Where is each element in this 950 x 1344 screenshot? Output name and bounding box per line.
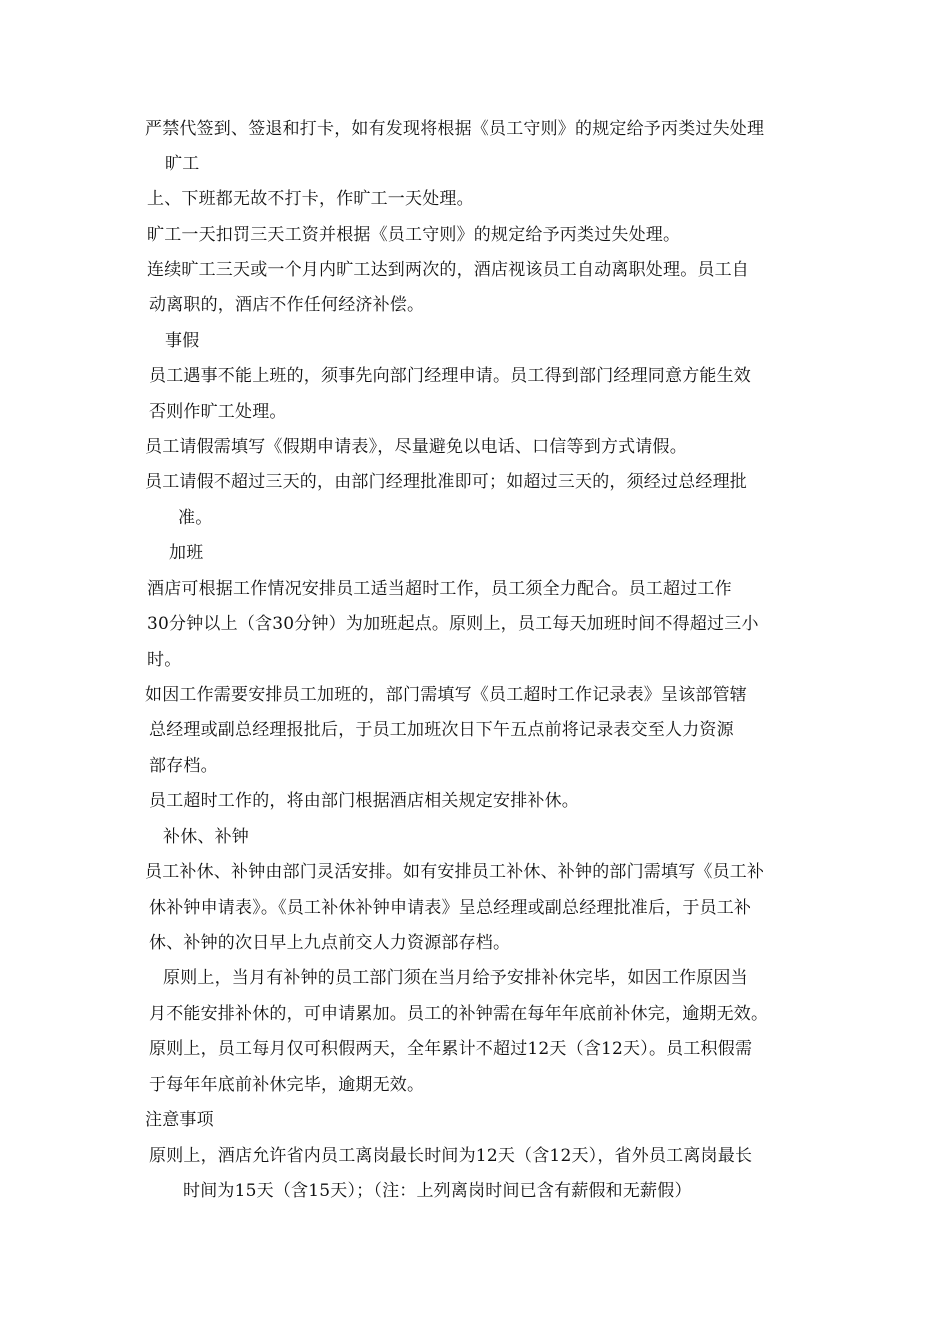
- text-line: 原则上，当月有补钟的员工部门须在当月给予安排补休完毕，如因工作原因当: [163, 968, 748, 988]
- text-line: 时间为15天（含15天）；（注：上列离岗时间已含有薪假和无薪假）: [183, 1181, 692, 1201]
- text-line-proxy-sign-rule: 严禁代签到、签退和打卡，如有发现将根据《员工守则》的规定给予丙类过失处理: [145, 119, 765, 139]
- text-line: 上、下班都无故不打卡，作旷工一天处理。: [147, 189, 474, 209]
- text-line: 员工请假需填写《假期申请表》，尽量避免以电话、口信等到方式请假。: [145, 437, 687, 457]
- text-line: 原则上，员工每月仅可积假两天，全年累计不超过12天（含12天）。员工积假需: [149, 1039, 753, 1059]
- text-line: 休、补钟的次日早上九点前交人力资源部存档。: [149, 933, 511, 953]
- text-line: 原则上，酒店允许省内员工离岗最长时间为12天（含12天），省外员工离岗最长: [149, 1146, 753, 1166]
- section-heading-notes: 注意事项: [145, 1110, 214, 1130]
- text-line: 员工遇事不能上班的，须事先向部门经理申请。员工得到部门经理同意方能生效: [149, 366, 751, 386]
- text-line: 总经理或副总经理报批后，于员工加班次日下午五点前将记录表交至人力资源: [149, 720, 734, 740]
- text-line: 部存档。: [149, 756, 218, 776]
- text-line: 员工超时工作的，将由部门根据酒店相关规定安排补休。: [149, 791, 579, 811]
- text-line: 如因工作需要安排员工加班的，部门需填写《员工超时工作记录表》呈该部管辖: [145, 685, 747, 705]
- text-line: 旷工一天扣罚三天工资并根据《员工守则》的规定给予丙类过失处理。: [147, 225, 681, 245]
- text-line: 月不能安排补休的，可申请累加。员工的补钟需在每年年底前补休完，逾期无效。: [149, 1004, 769, 1024]
- section-heading-personal-leave: 事假: [165, 331, 200, 351]
- section-heading-overtime: 加班: [169, 543, 204, 563]
- text-line: 动离职的，酒店不作任何经济补偿。: [149, 295, 425, 315]
- text-line: 连续旷工三天或一个月内旷工达到两次的，酒店视该员工自动离职处理。员工自: [147, 260, 749, 280]
- text-line: 休补钟申请表》。《员工补休补钟申请表》呈总经理或副总经理批准后，于员工补: [149, 898, 752, 918]
- text-line: 30分钟以上（含30分钟）为加班起点。原则上，员工每天加班时间不得超过三小: [147, 614, 759, 634]
- text-line: 时。: [147, 650, 182, 670]
- text-line: 员工补休、补钟由部门灵活安排。如有安排员工补休、补钟的部门需填写《员工补: [145, 862, 765, 882]
- text-line: 否则作旷工处理。: [149, 402, 287, 422]
- text-line: 员工请假不超过三天的，由部门经理批准即可；如超过三天的，须经过总经理批: [145, 472, 747, 492]
- section-heading-compensatory-leave: 补休、补钟: [163, 827, 249, 847]
- section-heading-absenteeism: 旷工: [165, 154, 200, 174]
- text-line: 于每年年底前补休完毕，逾期无效。: [149, 1075, 425, 1095]
- text-line: 准。: [178, 508, 213, 528]
- text-line: 酒店可根据工作情况安排员工适当超时工作，员工须全力配合。员工超过工作: [147, 579, 732, 599]
